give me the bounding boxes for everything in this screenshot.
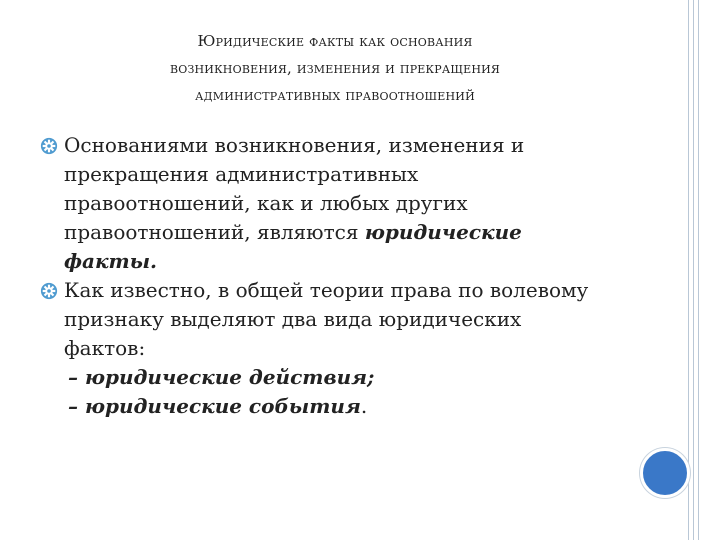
title-line-3: административных правоотношений (195, 86, 475, 104)
sub-item-end: . (360, 394, 368, 418)
bullet-text: Как известно, в общей теории права по волевому признаку выделяют два вида юридических фактов: (64, 278, 589, 360)
band-line (698, 0, 699, 540)
decorative-side-band (684, 0, 720, 540)
bullet-item (40, 131, 600, 276)
gear-icon (40, 282, 58, 300)
band-line (688, 0, 689, 540)
bullet-item (40, 276, 600, 421)
band-line (693, 0, 694, 540)
bullet-emphasis: юридические факты. (64, 220, 522, 273)
bullet-text: Основаниями возникновения, изменения и прекращения административных правоотношений, как и любых других правоотношений, являются (64, 133, 525, 244)
title-line-1: Юридические факты как основания (197, 32, 473, 50)
decorative-circle (640, 448, 690, 498)
sub-item-emphasis: – юридические события (68, 394, 361, 418)
gear-icon (40, 137, 58, 155)
sub-item-legal-events (64, 392, 600, 421)
sub-item-legal-actions: – юридические действия; (68, 365, 375, 389)
title-line-2: возникновения, изменения и прекращения (169, 59, 501, 77)
slide-title (40, 28, 630, 109)
bullet-list (40, 131, 600, 421)
